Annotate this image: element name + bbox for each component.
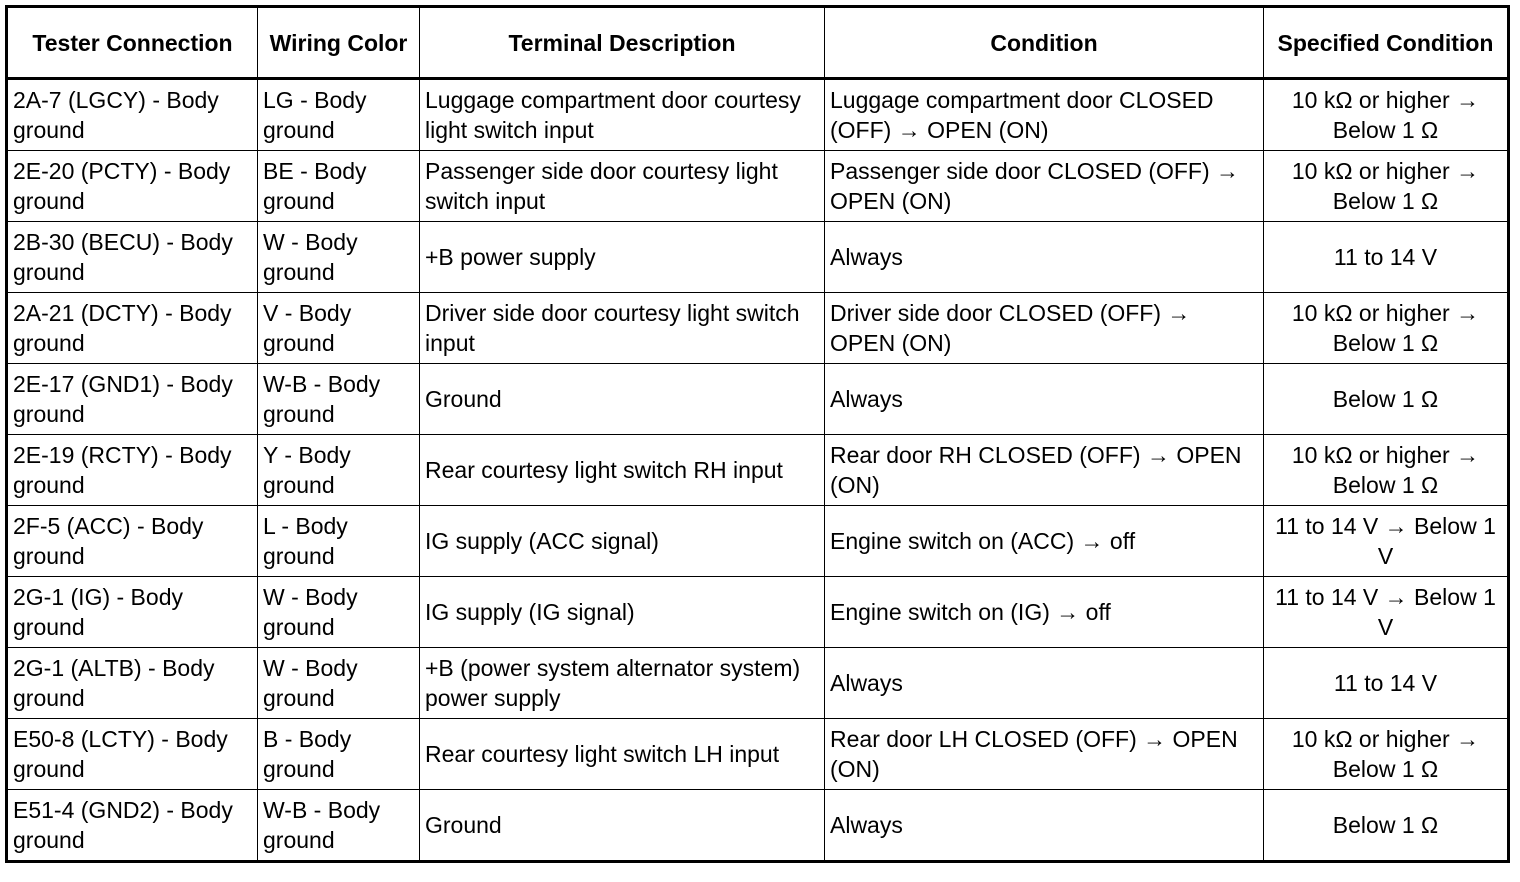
table-row [7,364,1509,435]
wiring-color-cell: LG - Body ground [258,79,420,151]
table-row [7,435,1509,506]
terminal-description-cell: Rear courtesy light switch LH input [420,719,825,790]
specified-condition-cell: 11 to 14 V → Below 1 V [1264,506,1509,577]
specified-condition-cell: 11 to 14 V [1264,648,1509,719]
terminal-spec-table [5,5,1510,863]
wiring-color-cell: W - Body ground [258,222,420,293]
tester-connection-cell: 2E-17 (GND1) - Body ground [7,364,258,435]
header-wiring-color: Wiring Color [258,7,420,79]
tester-connection-cell: 2F-5 (ACC) - Body ground [7,506,258,577]
specified-condition-cell: 10 kΩ or higher → Below 1 Ω [1264,293,1509,364]
tester-connection-cell: E51-4 (GND2) - Body ground [7,790,258,862]
table-header [7,7,1509,79]
specified-condition-cell: 10 kΩ or higher → Below 1 Ω [1264,79,1509,151]
tester-connection-cell: 2A-7 (LGCY) - Body ground [7,79,258,151]
wiring-color-cell: W-B - Body ground [258,364,420,435]
condition-cell: Luggage compartment door CLOSED (OFF) → OPEN (ON) [825,79,1264,151]
table-row [7,719,1509,790]
table-row [7,151,1509,222]
table-body [7,79,1509,862]
specified-condition-cell: 11 to 14 V [1264,222,1509,293]
terminal-description-cell: IG supply (ACC signal) [420,506,825,577]
specified-condition-cell: Below 1 Ω [1264,364,1509,435]
specified-condition-cell: 10 kΩ or higher → Below 1 Ω [1264,435,1509,506]
header-specified-condition: Specified Condition [1264,7,1509,79]
table-row [7,293,1509,364]
terminal-description-cell: +B (power system alternator system) power supply [420,648,825,719]
wiring-color-cell: W - Body ground [258,648,420,719]
tester-connection-cell: 2G-1 (IG) - Body ground [7,577,258,648]
terminal-description-cell: IG supply (IG signal) [420,577,825,648]
condition-cell: Engine switch on (ACC) → off [825,506,1264,577]
header-tester-connection: Tester Connection [7,7,258,79]
specified-condition-cell: 10 kΩ or higher → Below 1 Ω [1264,151,1509,222]
wiring-color-cell: Y - Body ground [258,435,420,506]
condition-cell: Driver side door CLOSED (OFF) → OPEN (ON) [825,293,1264,364]
specified-condition-cell: 10 kΩ or higher → Below 1 Ω [1264,719,1509,790]
condition-cell: Always [825,648,1264,719]
tester-connection-cell: 2E-20 (PCTY) - Body ground [7,151,258,222]
tester-connection-cell: 2G-1 (ALTB) - Body ground [7,648,258,719]
wiring-color-cell: V - Body ground [258,293,420,364]
condition-cell: Rear door LH CLOSED (OFF) → OPEN (ON) [825,719,1264,790]
wiring-color-cell: B - Body ground [258,719,420,790]
header-row [7,7,1509,79]
wiring-color-cell: W-B - Body ground [258,790,420,862]
header-terminal-description: Terminal Description [420,7,825,79]
condition-cell: Always [825,790,1264,862]
table-row [7,790,1509,862]
wiring-color-cell: W - Body ground [258,577,420,648]
terminal-description-cell: +B power supply [420,222,825,293]
terminal-description-cell: Ground [420,364,825,435]
specified-condition-cell: 11 to 14 V → Below 1 V [1264,577,1509,648]
wiring-color-cell: BE - Body ground [258,151,420,222]
table-row [7,648,1509,719]
tester-connection-cell: 2E-19 (RCTY) - Body ground [7,435,258,506]
terminal-description-cell: Luggage compartment door courtesy light switch input [420,79,825,151]
terminal-description-cell: Passenger side door courtesy light switch input [420,151,825,222]
terminal-description-cell: Driver side door courtesy light switch input [420,293,825,364]
terminal-description-cell: Ground [420,790,825,862]
tester-connection-cell: 2B-30 (BECU) - Body ground [7,222,258,293]
condition-cell: Always [825,364,1264,435]
specified-condition-cell: Below 1 Ω [1264,790,1509,862]
condition-cell: Engine switch on (IG) → off [825,577,1264,648]
tester-connection-cell: 2A-21 (DCTY) - Body ground [7,293,258,364]
table-row [7,577,1509,648]
condition-cell: Passenger side door CLOSED (OFF) → OPEN (ON) [825,151,1264,222]
tester-connection-cell: E50-8 (LCTY) - Body ground [7,719,258,790]
terminal-description-cell: Rear courtesy light switch RH input [420,435,825,506]
table-row [7,506,1509,577]
condition-cell: Always [825,222,1264,293]
wiring-color-cell: L - Body ground [258,506,420,577]
header-condition: Condition [825,7,1264,79]
table-row [7,222,1509,293]
condition-cell: Rear door RH CLOSED (OFF) → OPEN (ON) [825,435,1264,506]
table-row [7,79,1509,151]
